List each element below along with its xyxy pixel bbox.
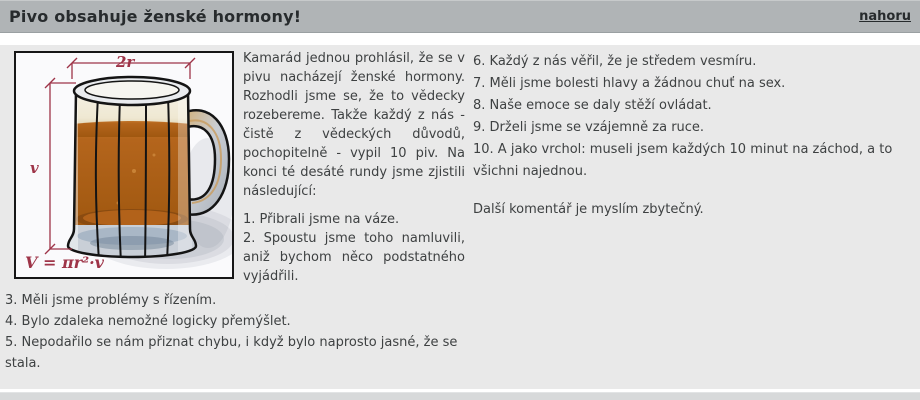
observations-below-figure [5,290,467,374]
beer-mug-illustration [16,53,232,277]
page-title: Pivo obsahuje ženské hormony! [9,7,302,26]
observation-item: 8. Naše emoce se daly stěží ovládat. [473,98,712,113]
volume-formula: V = πr²·v [25,253,104,272]
observation-item: 10. A jako vrchol: museli jsem každých 10 minut na záchod, a to všichni najednou. [473,142,893,179]
header-gap [0,33,920,45]
observation-item: 7. Měli jsme bolesti hlavy a žádnou chuť na sex. [473,76,786,91]
mug-contents [64,87,200,269]
observation-item: 4. Bylo zdaleka nemožné logicky přemýšlet. [5,314,291,329]
beer-mug-figure [14,51,234,279]
right-column [467,45,916,221]
observation-item: 6. Každý z nás věřil, že je středem vesmíru. [473,54,757,69]
height-label: v [30,159,39,177]
observation-item: 5. Nepodařilo se nám přiznat chybu, i když bylo naprosto jasné, že se stala. [5,335,458,371]
observation-item: 2. Spoustu jsme toho namluvili, aniž bychom něco podstatného vyjádřili. [243,231,465,284]
observation-item: 1. Přibrali jsme na váze. [243,212,400,227]
nav-link-top[interactable]: nahoru [859,9,911,24]
conclusion-text: Další komentář je myslím zbytečný. [473,202,704,217]
intro-paragraph: Kamarád jednou prohlásil, že se v pivu nacházejí ženské hormony. Rozhodli jsme se, že to vědecky rozebereme. Takže každý z nás - čistě z vědeckých důvodů, pochopitelně - vypil 10 piv. Na konci té desáté rundy jsme zjistili následující: [243,51,465,199]
mug-rim [74,77,190,105]
header-bar [0,0,920,33]
observation-item: 3. Měli jsme problémy s řízením. [5,293,217,308]
content-area [0,45,920,389]
diameter-label: 2r [116,53,135,71]
footer-strip [0,392,920,400]
observation-item: 9. Drželi jsme se vzájemně za ruce. [473,120,705,135]
left-column [5,45,467,374]
